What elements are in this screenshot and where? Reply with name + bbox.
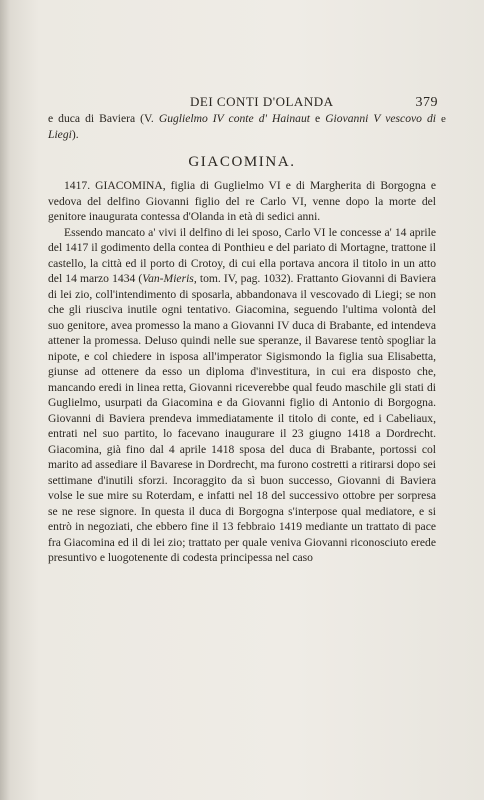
paragraph-2: [48, 225, 436, 566]
paragraph-1: 1417. GIACOMINA, figlia di Guglielmo VI e di Margherita di Borgogna e vedova del delfino Giovanni figlio del re Carlo VI, venne dopo la morte del genitore inaugurata contessa d'Olanda in età di sedici anni.: [48, 179, 436, 224]
paragraph-2-c: , tom. IV, pag. 1032). Frattanto Giovanni di Baviera di lei zio, coll'intendimento di sposarla, abbandonava il vescovado di Liegi; se non che gli riusciva inutile ogni tentativo. Giacomina, seguendo l'ultima volontà del suo genitore, avea promesso la mano a Giovanni IV duca di Brabante, ed intendeva attener la promessa. Deluso quindi nelle sue speranze, il Bavarese tentò spogliar la nipote, e col chiedere in isposa all'imperator Sigismondo la figlia sua Elisabetta, giunse ad ottenere da esso un diploma d'investitura, in cui era disposto che, mancando eredi in linea retta, Giovanni riceverebbe qual feudo maschile gli stati di Guglielmo, usurpati da Giacomina e da Giovanni figlio di Antonio di Borgogna. Giovanni di Baviera prendeva immediatamente il titolo di conte, ed i Cabeliaux, entrati nel suo partito, lo facevano inaugurare il 23 giugno 1418 a Dordrecht. Giacomina, già fino dal 4 aprile 1418 sposa del duca di Brabante, portossi col marito ad assediare il Bavarese in Dordrecht, ma furono costretti a ritirarsi dopo sei settimane d'inutili sforzi. Incoraggito da sì buon successo, Giovanni di Baviera volse le sue mire su Roterdam, e infatti nel 18 del successivo ottobre per sorpresa se ne rese signore. In questa il duca di Borgogna s'interpose qual mediatore, e si entrò in negoziati, che ebbero fine il 13 febbraio 1419 mediante un trattato di pace fra Giacomina ed il di lei zio; trattato per quale veniva Giovanni riconosciuto erede presuntivo e luogotenente di codesta principessa nel caso: [48, 272, 436, 565]
page-content: [48, 94, 436, 566]
continuation-b: Guglielmo IV conte d' Hainaut: [158, 112, 310, 125]
continuation-e: ).: [71, 127, 79, 141]
paragraph-2-b: Van-Mieris: [142, 272, 194, 286]
margin-note: e: [441, 113, 446, 125]
continuation-text: [48, 111, 436, 142]
continuation-c: e: [310, 112, 326, 125]
page-number: 379: [415, 95, 438, 110]
running-title: DEI CONTI D'OLANDA: [190, 94, 334, 109]
continuation-d: Giovanni V vescovo di Liegi: [48, 112, 436, 141]
continuation-a: e duca di Baviera (V.: [48, 112, 159, 125]
paragraph-2-a: Essendo mancato a' vivi il delfino di lei sposo, Carlo VI le concesse a' 14 aprile del 1417 il godimento della contea di Ponthieu e del pariato di Mortagne, trattone il castello, la città ed il porto di Crotoy, di cui ella portava ancora il titolo in un atto del 14 marzo 1434 (: [48, 225, 436, 286]
page-gutter: [0, 0, 10, 800]
running-header: [48, 94, 436, 110]
section-title: GIACOMINA.: [188, 154, 296, 171]
